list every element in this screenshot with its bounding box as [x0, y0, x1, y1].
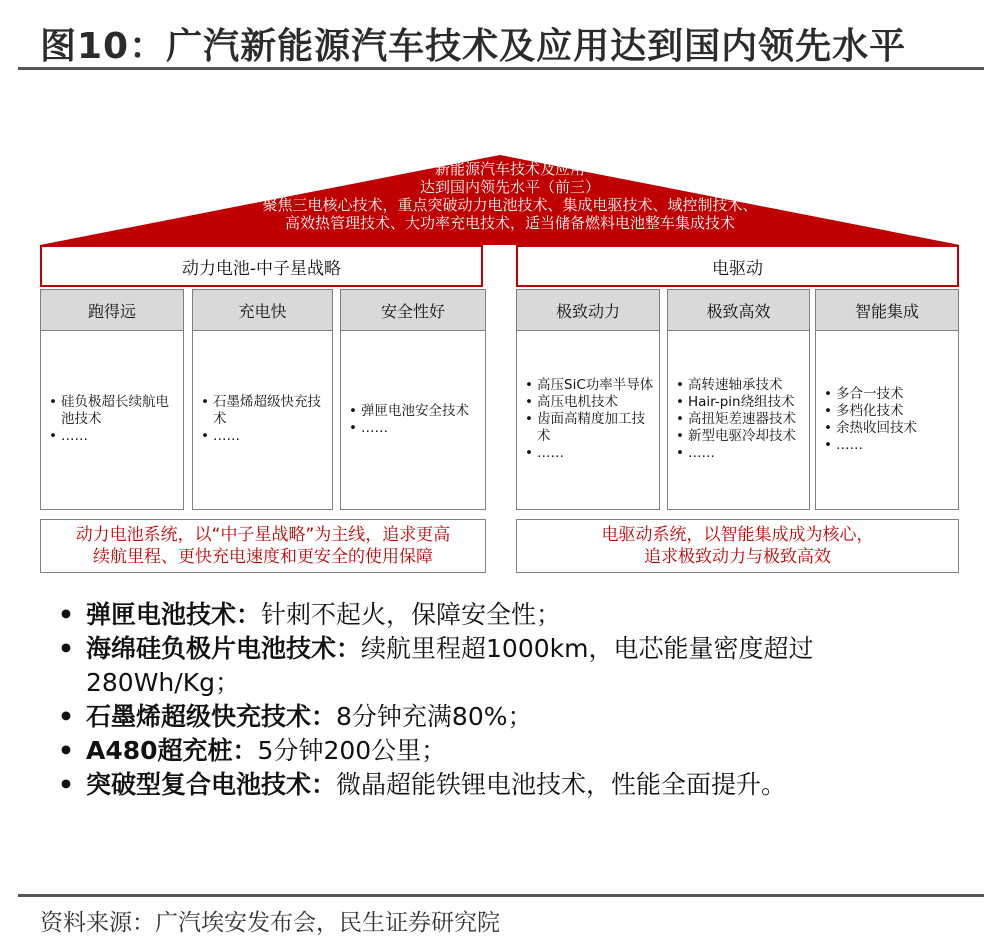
roof-line: 高效热管理技术、大功率充电技术，适当储备燃料电池整车集成技术	[284, 214, 735, 232]
summary-line: 追求极致动力与极致高效	[644, 547, 831, 567]
source-note: 资料来源：广汽埃安发布会，民生证券研究院	[40, 910, 500, 936]
electric-drive-summary	[516, 519, 959, 573]
title-divider	[18, 67, 984, 70]
column-title: 极致高效	[668, 290, 809, 331]
pillar-column-ultimate-power	[516, 289, 660, 510]
bullet-text: 续航里程超1000km，电芯能量密度超过280Wh/Kg；	[86, 634, 814, 697]
battery-system-summary	[40, 519, 486, 573]
column-item: • 高转速轴承技术	[674, 377, 805, 394]
roof-line: 聚焦三电核心技术，重点突破动力电池技术、集成电驱技术、域控制技术、	[262, 196, 758, 214]
column-item: • 高压电机技术	[523, 394, 655, 411]
pillar-column-fast-charge	[192, 289, 333, 510]
bullet-text: 8分钟充满80%；	[336, 702, 533, 731]
column-item: • 硅负极超长续航电池技术	[47, 394, 179, 428]
column-item: • 高扭矩差速器技术	[674, 411, 805, 428]
bullet-item	[58, 632, 958, 700]
summary-line: 动力电池系统，以“中子星战略”为主线，追求更高	[75, 525, 451, 545]
column-item: • Hair-pin绕组技术	[674, 394, 805, 411]
column-item: • 高压SiC功率半导体	[523, 377, 655, 394]
column-item: • 齿面高精度加工技术	[523, 411, 655, 445]
column-item: • ……	[822, 437, 954, 454]
bullet-label: 石墨烯超级快充技术：	[86, 702, 337, 731]
technology-bullet-list	[58, 598, 958, 802]
bullet-label: 海绵硅负极片电池技术：	[86, 634, 362, 663]
pillar-column-safety	[340, 289, 486, 510]
bullet-text: 5分钟200公里；	[257, 736, 447, 765]
column-title: 智能集成	[816, 290, 958, 331]
page-title: 图10：广汽新能源汽车技术及应用达到国内领先水平	[40, 26, 907, 67]
bullet-item	[58, 768, 958, 802]
column-item: • 弹匣电池安全技术	[347, 403, 481, 420]
pillar-column-smart-integration	[815, 289, 959, 510]
column-item: • 新型电驱冷却技术	[674, 428, 805, 445]
electric-drive-header: 电驱动	[516, 245, 959, 287]
bullet-label: 弹匣电池技术：	[86, 600, 262, 629]
column-title: 安全性好	[341, 290, 485, 331]
column-item: • 多合一技术	[822, 386, 954, 403]
column-item: • ……	[523, 445, 655, 462]
footer-divider	[18, 894, 984, 897]
pillar-column-long-range	[40, 289, 184, 510]
column-title: 极致动力	[517, 290, 659, 331]
column-title: 跑得远	[41, 290, 183, 331]
bullet-label: 突破型复合电池技术：	[86, 770, 337, 799]
bullet-label: A480超充桩：	[86, 736, 258, 765]
column-item: • ……	[47, 428, 179, 445]
column-item: • ……	[347, 420, 481, 437]
summary-line: 电驱动系统，以智能集成成为核心，	[601, 525, 874, 545]
bullet-item	[58, 734, 958, 768]
battery-strategy-header: 动力电池-中子星战略	[40, 245, 483, 287]
bullet-item	[58, 700, 958, 734]
roof-line: 达到国内领先水平（前三）	[419, 178, 600, 196]
column-item: • 石墨烯超级快充技术	[199, 394, 328, 428]
roof-line: 新能源汽车技术及应用	[434, 160, 585, 178]
column-item: • ……	[199, 428, 328, 445]
bullet-text: 针刺不起火，保障安全性；	[261, 600, 562, 629]
roof-text	[200, 160, 820, 232]
pillar-column-ultimate-efficiency	[667, 289, 810, 510]
column-item: • ……	[674, 445, 805, 462]
column-item: • 余热收回技术	[822, 420, 954, 437]
summary-line: 续航里程、更快充电速度和更安全的使用保障	[93, 547, 433, 567]
bullet-item	[58, 598, 958, 632]
column-item: • 多档化技术	[822, 403, 954, 420]
column-title: 充电快	[193, 290, 332, 331]
bullet-text: 微晶超能铁锂电池技术，性能全面提升。	[336, 770, 787, 799]
